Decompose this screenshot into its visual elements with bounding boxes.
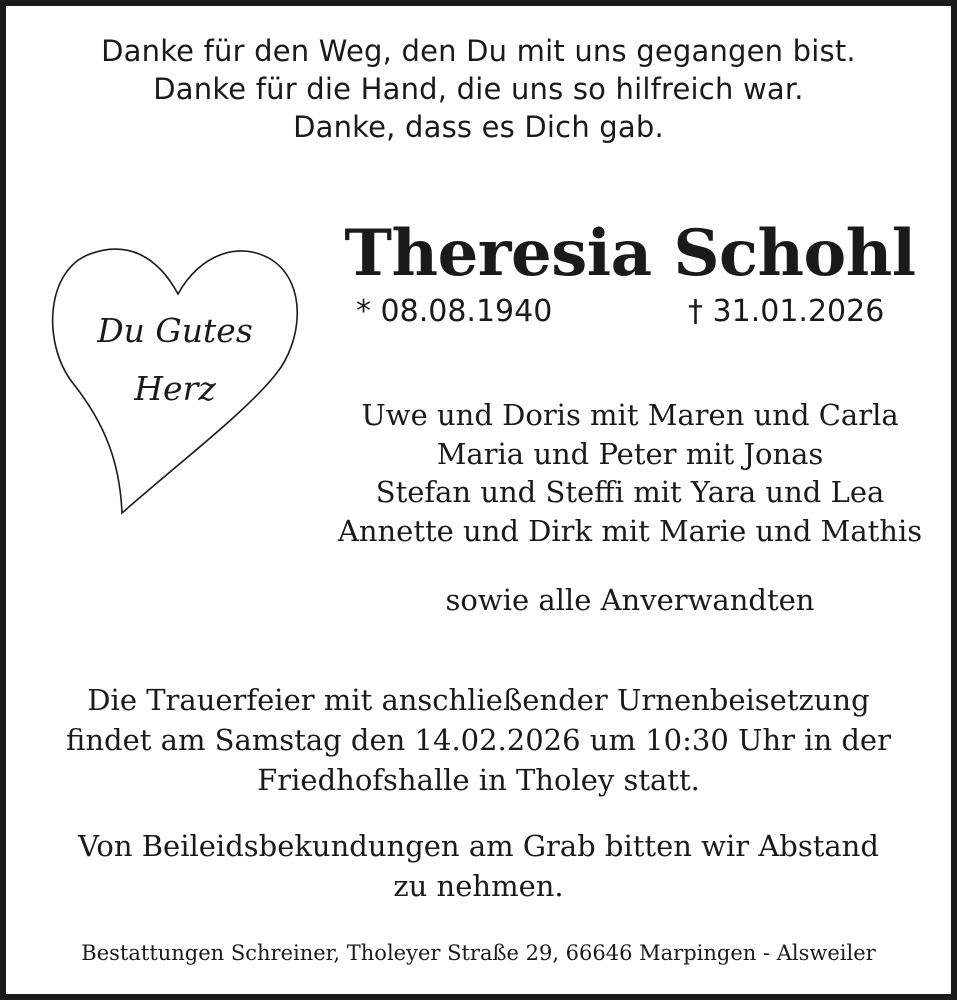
ceremony-line: Friedhofshalle in Tholey statt.: [257, 763, 700, 797]
family-line: Uwe und Doris mit Maren und Carla: [361, 398, 899, 432]
heart-caption: [50, 302, 300, 418]
poem-line: Danke für die Hand, die uns so hilfreich war.: [153, 72, 804, 106]
request-line: zu nehmen.: [393, 869, 564, 903]
family-line: Maria und Peter mit Jonas: [436, 436, 824, 471]
heart-caption-line: Herz: [134, 369, 216, 408]
request-line: Von Beileidsbekundungen am Grab bitten wir Abstand: [78, 829, 879, 863]
ceremony-line: Die Trauerfeier mit anschließender Urnenbeisetzung: [87, 683, 870, 717]
heart-caption-line: Du Gutes: [97, 311, 253, 350]
family-line: Annette und Dirk mit Marie und Mathis: [337, 513, 923, 548]
deceased-name: Theresia Schohl: [344, 216, 916, 291]
family-line: Stefan und Steffi mit Yara und Lea: [375, 475, 885, 509]
poem-line: Danke für den Weg, den Du mit uns gegangen bist.: [101, 34, 856, 68]
poem-line: Danke, dass es Dich gab.: [293, 110, 664, 144]
death-date: † 31.01.2026: [688, 294, 885, 329]
relatives-line: sowie alle Anverwandten: [445, 583, 815, 617]
funeral-home-footer: Bestattungen Schreiner, Tholeyer Straße 29, 66646 Marpingen - Alsweiler: [81, 941, 876, 965]
ceremony-line: findet am Samstag den 14.02.2026 um 10:30 Uhr in der: [66, 723, 891, 757]
poem: [0, 32, 957, 146]
family-list: [320, 396, 940, 550]
heart-emblem: [50, 232, 300, 517]
birth-date: * 08.08.1940: [356, 294, 553, 329]
ceremony-info: [0, 680, 957, 800]
condolence-request: [0, 826, 957, 906]
